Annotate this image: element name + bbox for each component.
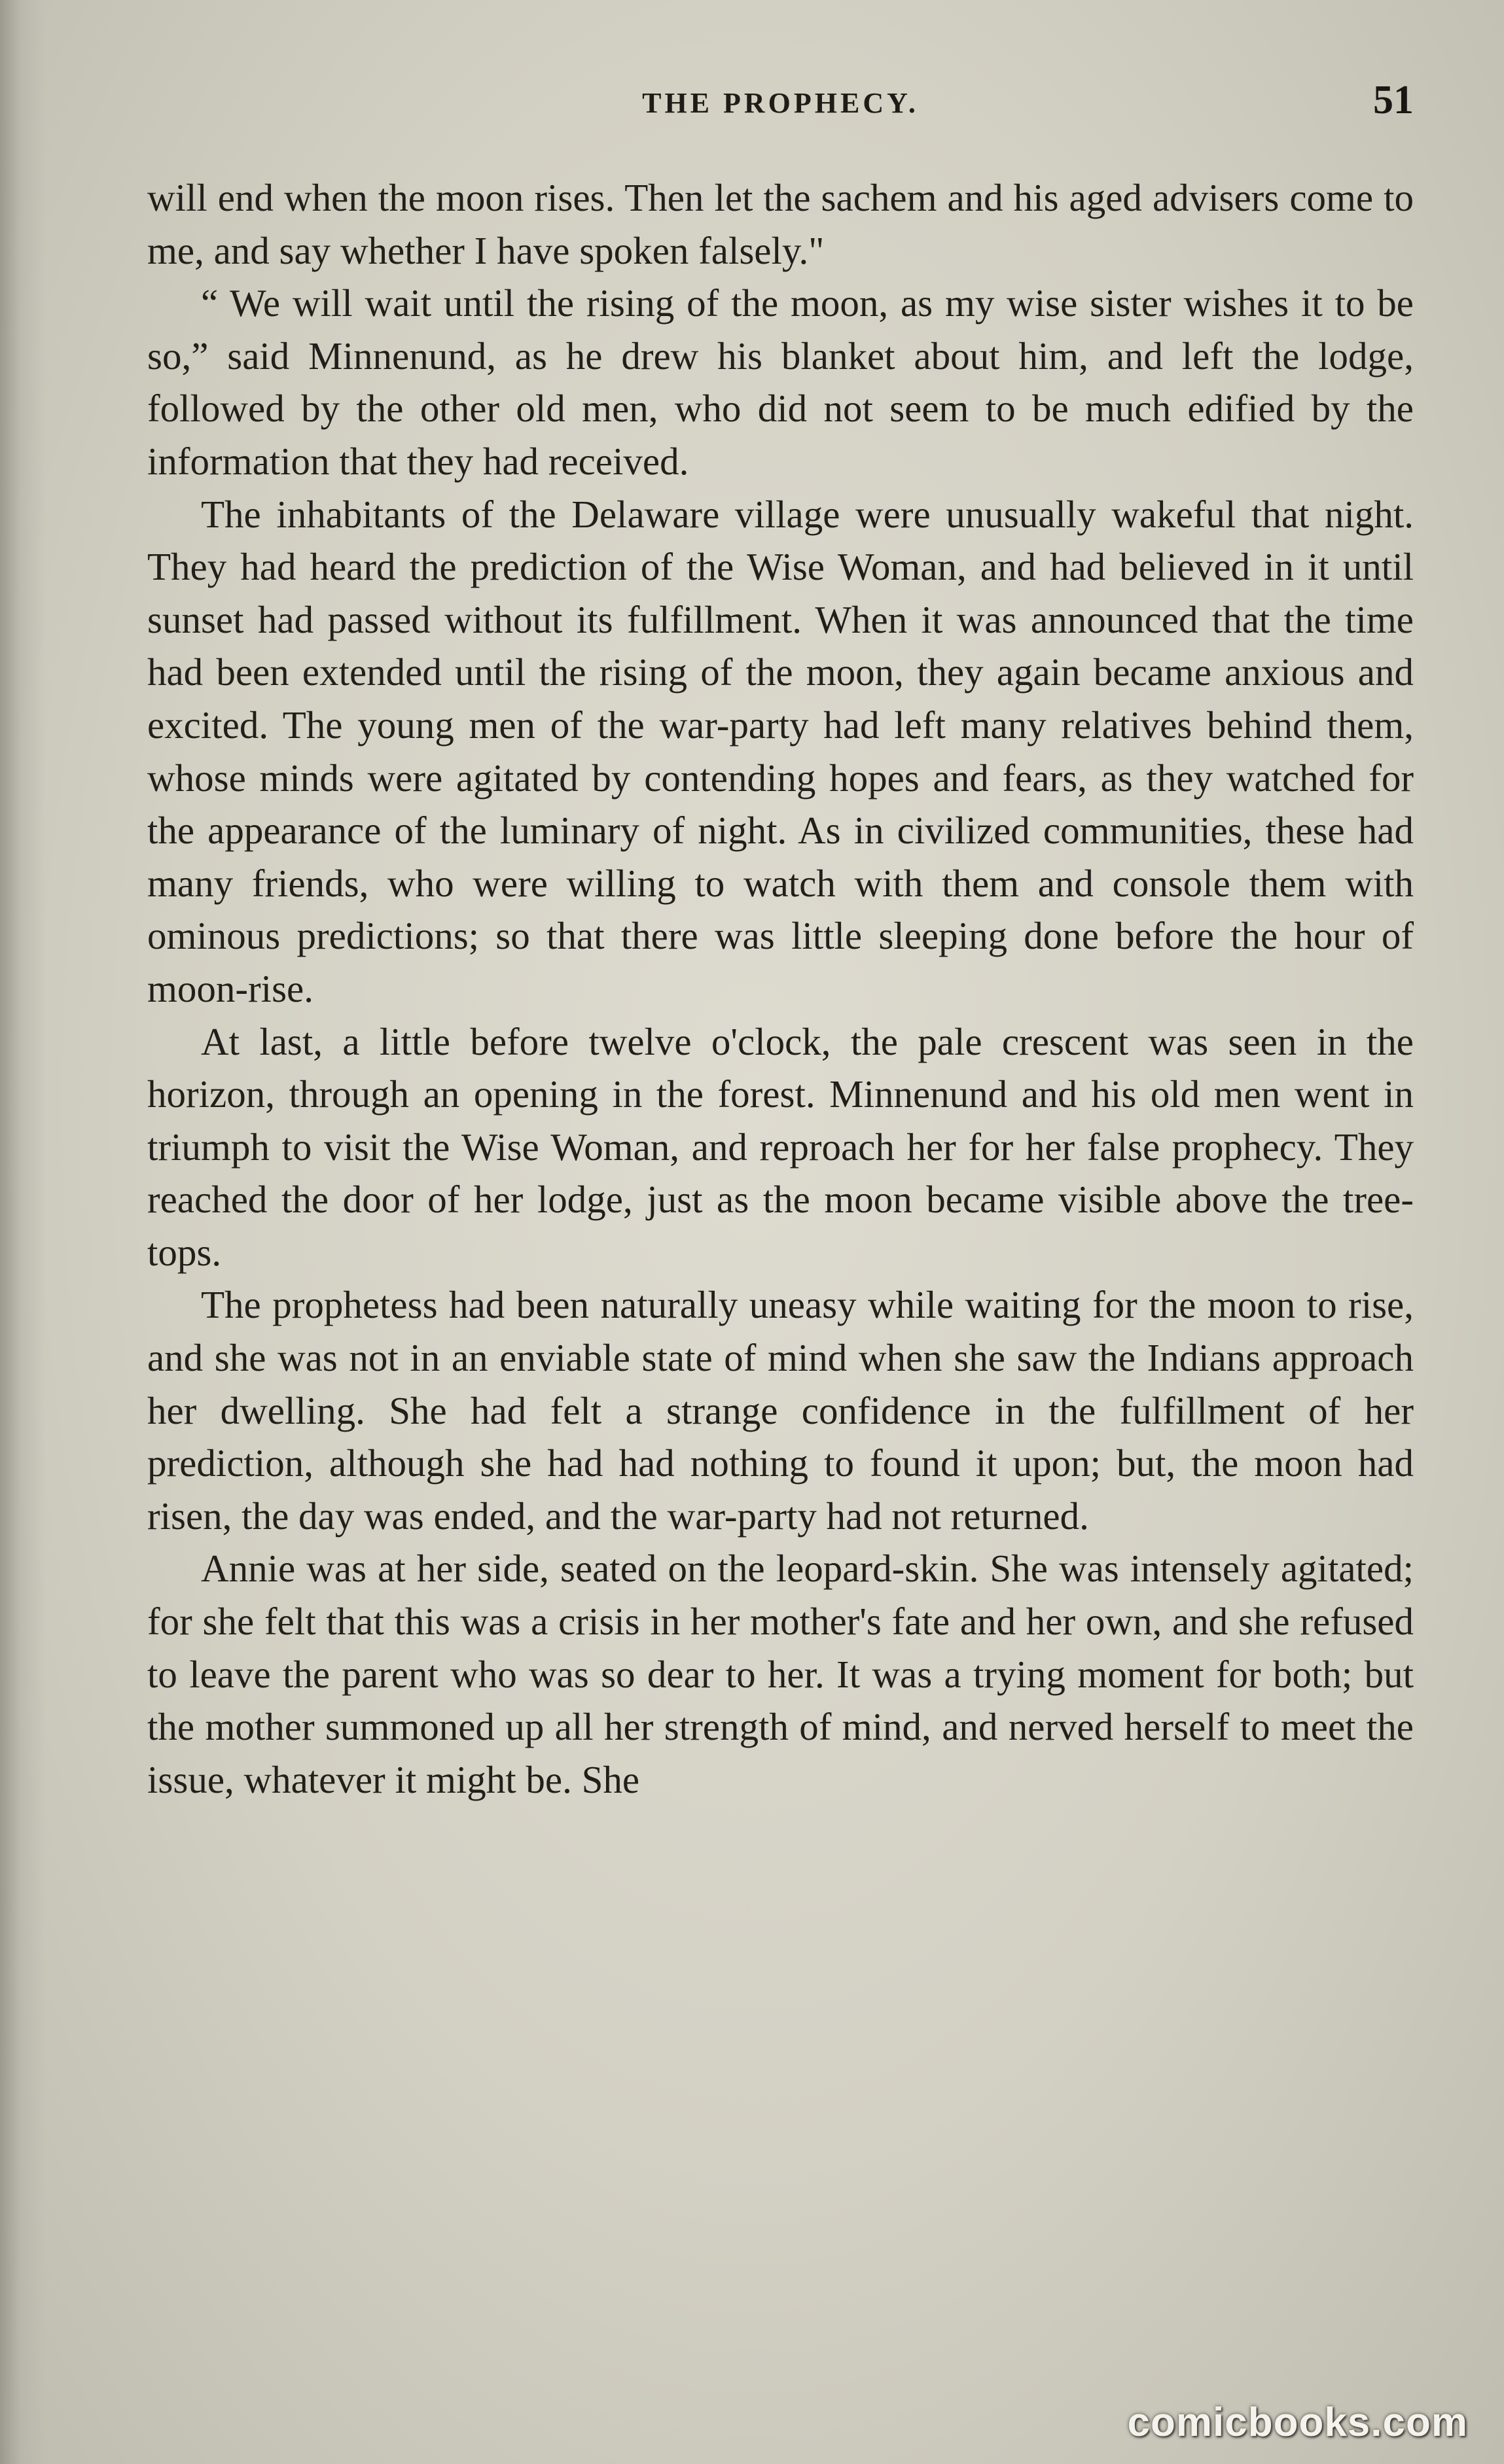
running-head — [147, 72, 1414, 131]
chapter-title: THE PROPHECY. — [642, 87, 919, 119]
paragraph: At last, a little before twelve o'clock, the pale crescent was seen in the horizon, through an opening in the forest. Minnenund and his old men went in triumph to visit the Wise Woman, and reproach her for her false prophecy. They reached the door of her lodge, just as the moon became visible above the tree-tops. — [147, 1019, 1414, 1274]
binding-shadow — [0, 0, 46, 2464]
paragraph: “ We will wait until the rising of the moon, as my wise sister wishes it to be so,” said Minnenund, as he drew his blanket about him, and left the lodge, followed by the other old men, who did not seem to be much edified by the information that they had received. — [147, 281, 1414, 483]
paragraph: Annie was at her side, seated on the leopard-skin. She was intensely agitated; for she felt that this was a crisis in her mother's fate and her own, and she refused to leave the parent who was so dear to her. It was a trying moment for both; but the mother summoned up all her strength of mind, and nerved herself to meet the issue, whatever it might be. She — [147, 1547, 1414, 1801]
site-watermark: comicbooks.com — [1127, 2400, 1468, 2445]
paragraph: The inhabitants of the Delaware village were unusually wakeful that night. They had heard the prediction of the Wise Woman, and had believed in it until sunset had passed without its fulfillment. When it was announced that the time had been extended until the rising of the moon, they again became anxious and excited. The young men of the war-party had left many relatives behind them, whose minds were agitated by contending hopes and fears, as they watched for the appearance of the luminary of night. As in civilized communities, these had many friends, who were willing to watch with them and console them with ominous predictions; so that there was little sleeping done before the hour of moon-rise. — [147, 492, 1414, 1010]
body-text — [147, 171, 1414, 1806]
paragraph: The prophetess had been naturally uneasy while waiting for the moon to rise, and she was not in an enviable state of mind when she saw the Indians approach her dwelling. She had felt a strange confidence in the fulfillment of her prediction, although she had had nothing to found it upon; but, the moon had risen, the day was ended, and the war-party had not returned. — [147, 1283, 1414, 1538]
paragraph: will end when the moon rises. Then let the sachem and his aged advisers come to me, and say whether I have spoken falsely." — [147, 176, 1414, 272]
page-number: 51 — [1373, 78, 1414, 122]
